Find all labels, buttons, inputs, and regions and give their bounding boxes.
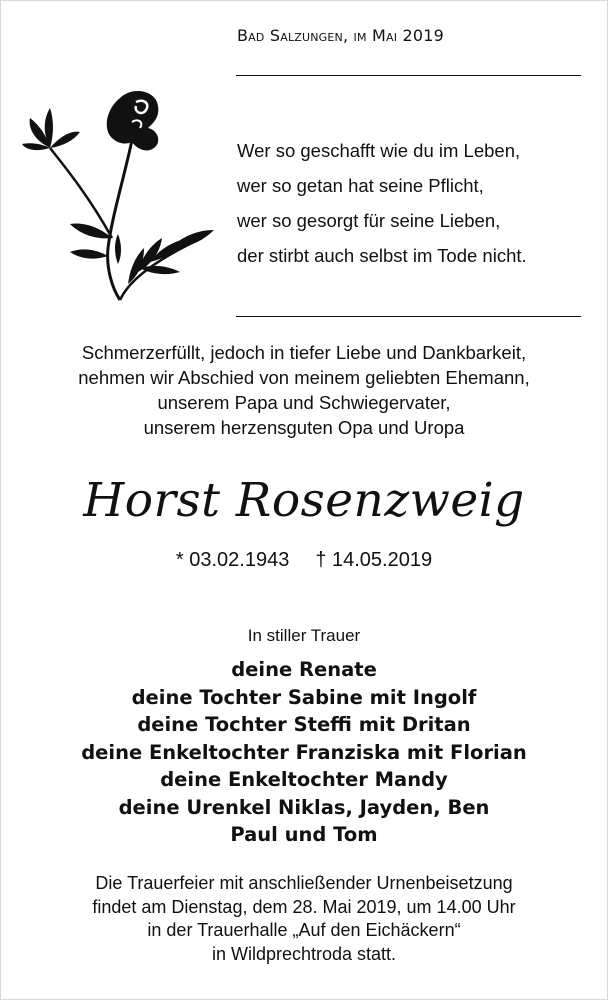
poem-line: der stirbt auch selbst im Tode nicht. — [237, 245, 527, 266]
funeral-line: in der Trauerhalle „Auf den Eichäckern“ — [147, 920, 461, 940]
rose-flower-icon — [20, 88, 220, 304]
mourning-label: In stiller Trauer — [247, 626, 361, 645]
funeral-line: Die Trauerfeier mit anschließender Urnenbeisetzung — [95, 873, 513, 893]
funeral-line: findet am Dienstag, dem 28. Mai 2019, um 14.00 Uhr — [92, 896, 516, 917]
life-dates — [0, 549, 608, 572]
poem-line: wer so getan hat seine Pflicht, — [237, 175, 484, 196]
intro-line: Schmerzerfüllt, jedoch in tiefer Liebe und Dankbarkeit, — [81, 342, 527, 363]
poem-line: Wer so geschafft wie du im Leben, — [237, 140, 521, 161]
funeral-info — [0, 872, 608, 966]
mourner-line: deine Enkeltochter Mandy — [160, 768, 448, 791]
mourner-line: deine Renate — [231, 658, 377, 681]
mourner-line: Paul und Tom — [230, 823, 378, 846]
poem-line: wer so gesorgt für seine Lieben, — [237, 210, 501, 231]
intro-line: nehmen wir Abschied von meinem geliebten Ehemann, — [78, 367, 530, 388]
deceased-name: Horst Rosenzweig — [83, 473, 525, 528]
death-date: † 14.05.2019 — [315, 549, 433, 571]
intro-line: unserem Papa und Schwiegervater, — [157, 392, 451, 413]
mourner-line: deine Tochter Sabine mit Ingolf — [131, 685, 477, 709]
bottom-divider — [236, 316, 581, 317]
top-divider — [236, 75, 581, 76]
birth-date: * 03.02.1943 — [175, 549, 290, 571]
intro-text — [0, 340, 608, 440]
mourner-line: deine Urenkel Niklas, Jayden, Ben — [118, 795, 490, 819]
funeral-line: in Wildprechtroda statt. — [211, 943, 397, 964]
mourner-line: deine Enkeltochter Franziska mit Florian — [81, 740, 527, 764]
place-date: Bad Salzungen, im Mai 2019 — [237, 26, 444, 45]
mourners-list — [0, 656, 608, 849]
intro-line: unserem herzensguten Opa und Uropa — [143, 417, 465, 438]
poem — [237, 133, 527, 273]
mourner-line: deine Tochter Steffi mit Dritan — [137, 713, 471, 736]
